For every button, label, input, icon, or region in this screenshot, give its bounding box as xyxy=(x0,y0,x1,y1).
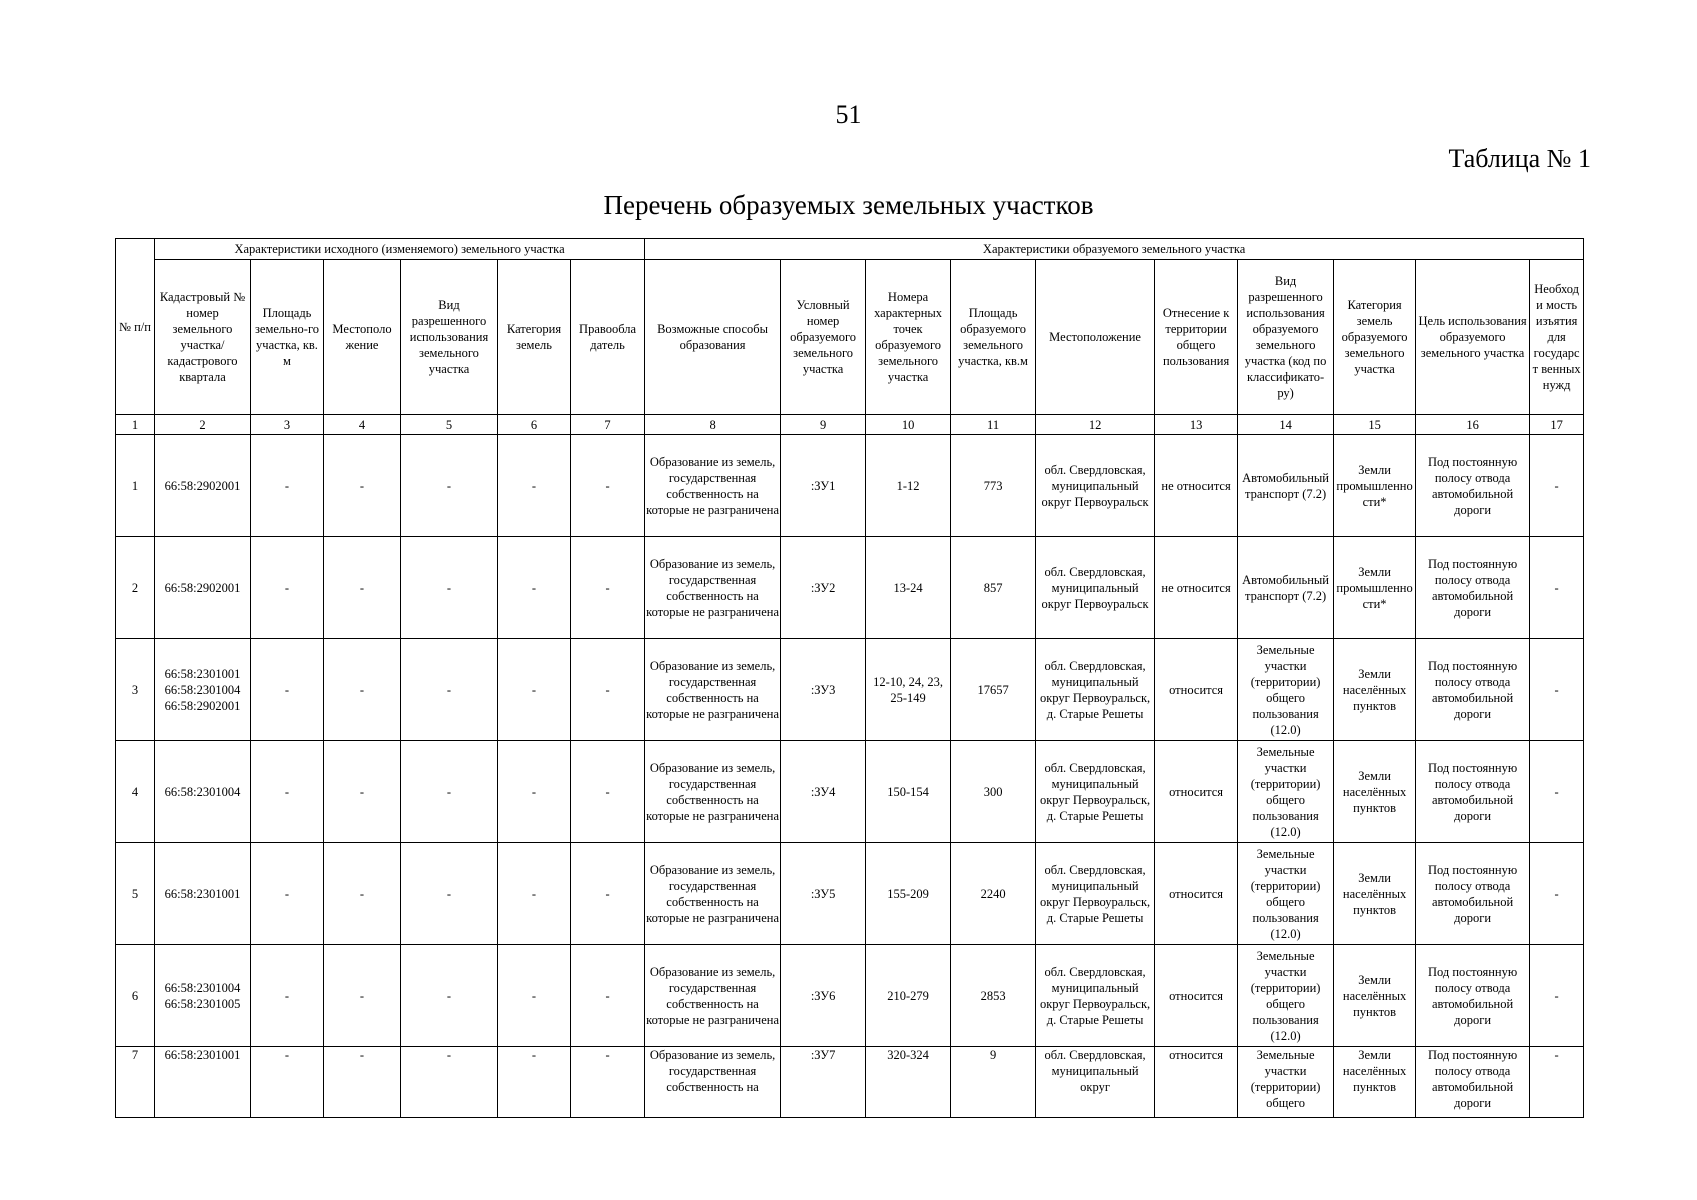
cell-seizure: - xyxy=(1530,1047,1584,1118)
cell-use: Автомобильный транспорт (7.2) xyxy=(1238,537,1334,639)
column-number: 1 xyxy=(116,415,155,435)
cell-cond-number: :ЗУ4 xyxy=(781,741,866,843)
cell-cadastral: 66:58:2301001 xyxy=(155,843,251,945)
column-number: 17 xyxy=(1530,415,1584,435)
cell-common-use: не относится xyxy=(1155,537,1238,639)
cell-cadastral: 66:58:2902001 xyxy=(155,537,251,639)
cell-location: обл. Свердловская, муниципальный округ Первоуральск, д. Старые Решеты xyxy=(1036,945,1155,1047)
cell-cond-number: :ЗУ5 xyxy=(781,843,866,945)
cell-location-src: - xyxy=(324,639,401,741)
cell-seizure: - xyxy=(1530,537,1584,639)
column-header: Номера характерных точек образуемого земельного участка xyxy=(866,260,951,415)
column-number: 12 xyxy=(1036,415,1155,435)
column-number: 2 xyxy=(155,415,251,435)
cell-points: 320-324 xyxy=(866,1047,951,1118)
cell-category: Земли промышленности* xyxy=(1334,537,1416,639)
cell-cond-number: :ЗУ3 xyxy=(781,639,866,741)
cell-category-src: - xyxy=(498,1047,571,1118)
cell-common-use: относится xyxy=(1155,639,1238,741)
column-number: 5 xyxy=(401,415,498,435)
column-number: 4 xyxy=(324,415,401,435)
column-header: Вид разрешенного использования образуемого земельного участка (код по классификато-ру) xyxy=(1238,260,1334,415)
cell-cond-number: :ЗУ1 xyxy=(781,435,866,537)
cell-location-src: - xyxy=(324,945,401,1047)
cell-use: Земельные участки (территории) общего пользования (12.0) xyxy=(1238,945,1334,1047)
column-header: Отнесение к территории общего пользования xyxy=(1155,260,1238,415)
cell-cond-number: :ЗУ6 xyxy=(781,945,866,1047)
cell-location-src: - xyxy=(324,537,401,639)
cell-seizure: - xyxy=(1530,435,1584,537)
cell-method: Образование из земель, государственная собственность на xyxy=(645,1047,781,1118)
cell-category-src: - xyxy=(498,843,571,945)
cell-area-src: - xyxy=(251,945,324,1047)
cell-cadastral: 66:58:2301001 xyxy=(155,1047,251,1118)
cell-n: 2 xyxy=(116,537,155,639)
cell-category-src: - xyxy=(498,435,571,537)
cell-category: Земли населённых пунктов xyxy=(1334,843,1416,945)
cell-location-src: - xyxy=(324,741,401,843)
column-header: Кадастровый № номер земельного участка/ кадастрового квартала xyxy=(155,260,251,415)
cell-method: Образование из земель, государственная собственность на которые не разграничена xyxy=(645,537,781,639)
cell-method: Образование из земель, государственная собственность на которые не разграничена xyxy=(645,435,781,537)
cell-category: Земли населённых пунктов xyxy=(1334,945,1416,1047)
column-number: 15 xyxy=(1334,415,1416,435)
cell-use: Автомобильный транспорт (7.2) xyxy=(1238,435,1334,537)
cell-holder: - xyxy=(571,435,645,537)
table-row xyxy=(116,537,1584,639)
cell-method: Образование из земель, государственная собственность на которые не разграничена xyxy=(645,741,781,843)
cell-location-src: - xyxy=(324,435,401,537)
table-row xyxy=(116,1047,1584,1118)
cell-points: 210-279 xyxy=(866,945,951,1047)
cell-holder: - xyxy=(571,945,645,1047)
cell-n: 3 xyxy=(116,639,155,741)
cell-cadastral: 66:58:2301004 xyxy=(155,741,251,843)
cell-points: 1-12 xyxy=(866,435,951,537)
cell-points: 13-24 xyxy=(866,537,951,639)
land-plots-table xyxy=(115,238,1584,1118)
cell-use-src: - xyxy=(401,741,498,843)
cell-n: 1 xyxy=(116,435,155,537)
table-row xyxy=(116,945,1584,1047)
cell-seizure: - xyxy=(1530,639,1584,741)
cell-cadastral: 66:58:2301001 66:58:2301004 66:58:2902001 xyxy=(155,639,251,741)
cell-location-src: - xyxy=(324,843,401,945)
cell-common-use: не относится xyxy=(1155,435,1238,537)
cell-common-use: относится xyxy=(1155,945,1238,1047)
cell-use: Земельные участки (территории) общего пользования (12.0) xyxy=(1238,639,1334,741)
cell-use-src: - xyxy=(401,639,498,741)
cell-holder: - xyxy=(571,741,645,843)
cell-area: 2240 xyxy=(951,843,1036,945)
cell-category: Земли населённых пунктов xyxy=(1334,741,1416,843)
cell-area-src: - xyxy=(251,537,324,639)
cell-purpose: Под постоянную полосу отвода автомобильной дороги xyxy=(1416,537,1530,639)
cell-category-src: - xyxy=(498,945,571,1047)
cell-use-src: - xyxy=(401,435,498,537)
header-index: № п/п xyxy=(116,239,155,415)
cell-location: обл. Свердловская, муниципальный округ Первоуральск xyxy=(1036,435,1155,537)
table-row xyxy=(116,639,1584,741)
cell-cond-number: :ЗУ7 xyxy=(781,1047,866,1118)
column-header: Категория земель образуемого земельного участка xyxy=(1334,260,1416,415)
cell-use-src: - xyxy=(401,843,498,945)
cell-use: Земельные участки (территории) общего xyxy=(1238,1047,1334,1118)
column-number: 9 xyxy=(781,415,866,435)
column-number: 13 xyxy=(1155,415,1238,435)
cell-holder: - xyxy=(571,537,645,639)
cell-area: 773 xyxy=(951,435,1036,537)
group-header-formed: Характеристики образуемого земельного участка xyxy=(645,239,1584,260)
cell-category-src: - xyxy=(498,741,571,843)
column-header: Правообла датель xyxy=(571,260,645,415)
cell-purpose: Под постоянную полосу отвода автомобильной дороги xyxy=(1416,435,1530,537)
cell-seizure: - xyxy=(1530,843,1584,945)
cell-area: 300 xyxy=(951,741,1036,843)
column-number: 10 xyxy=(866,415,951,435)
cell-cadastral: 66:58:2902001 xyxy=(155,435,251,537)
cell-holder: - xyxy=(571,639,645,741)
cell-location: обл. Свердловская, муниципальный округ Первоуральск, д. Старые Решеты xyxy=(1036,741,1155,843)
cell-common-use: относится xyxy=(1155,741,1238,843)
cell-location: обл. Свердловская, муниципальный округ Первоуральск, д. Старые Решеты xyxy=(1036,843,1155,945)
cell-cond-number: :ЗУ2 xyxy=(781,537,866,639)
column-header: Вид разрешенного использования земельного участка xyxy=(401,260,498,415)
cell-points: 12-10, 24, 23, 25-149 xyxy=(866,639,951,741)
cell-area-src: - xyxy=(251,1047,324,1118)
cell-n: 5 xyxy=(116,843,155,945)
cell-purpose: Под постоянную полосу отвода автомобильной дороги xyxy=(1416,741,1530,843)
group-header-source: Характеристики исходного (изменяемого) земельного участка xyxy=(155,239,645,260)
cell-location-src: - xyxy=(324,1047,401,1118)
cell-seizure: - xyxy=(1530,741,1584,843)
column-header: Цель использования образуемого земельного участка xyxy=(1416,260,1530,415)
cell-area: 2853 xyxy=(951,945,1036,1047)
cell-method: Образование из земель, государственная собственность на которые не разграничена xyxy=(645,639,781,741)
column-number: 8 xyxy=(645,415,781,435)
cell-area: 857 xyxy=(951,537,1036,639)
cell-n: 4 xyxy=(116,741,155,843)
page-number: 51 xyxy=(835,100,862,129)
column-header: Категория земель xyxy=(498,260,571,415)
cell-n: 6 xyxy=(116,945,155,1047)
column-header: Площадь образуемого земельного участка, кв.м xyxy=(951,260,1036,415)
cell-purpose: Под постоянную полосу отвода автомобильной дороги xyxy=(1416,843,1530,945)
column-header: Возможные способы образования xyxy=(645,260,781,415)
table-row xyxy=(116,435,1584,537)
cell-use: Земельные участки (территории) общего пользования (12.0) xyxy=(1238,741,1334,843)
column-header: Необходи мость изъятия для государст венных нужд xyxy=(1530,260,1584,415)
cell-purpose: Под постоянную полосу отвода автомобильной дороги xyxy=(1416,945,1530,1047)
column-number: 3 xyxy=(251,415,324,435)
cell-points: 150-154 xyxy=(866,741,951,843)
cell-location: обл. Свердловская, муниципальный округ Первоуральск, д. Старые Решеты xyxy=(1036,639,1155,741)
column-number: 16 xyxy=(1416,415,1530,435)
cell-category-src: - xyxy=(498,639,571,741)
column-number: 11 xyxy=(951,415,1036,435)
column-header: Условный номер образуемого земельного участка xyxy=(781,260,866,415)
column-number: 6 xyxy=(498,415,571,435)
cell-use-src: - xyxy=(401,945,498,1047)
table-row xyxy=(116,843,1584,945)
cell-use-src: - xyxy=(401,1047,498,1118)
cell-method: Образование из земель, государственная собственность на которые не разграничена xyxy=(645,945,781,1047)
cell-location: обл. Свердловская, муниципальный округ xyxy=(1036,1047,1155,1118)
cell-area-src: - xyxy=(251,639,324,741)
column-header: Площадь земельно-го участка, кв. м xyxy=(251,260,324,415)
cell-n: 7 xyxy=(116,1047,155,1118)
cell-category: Земли населённых пунктов xyxy=(1334,639,1416,741)
column-number: 14 xyxy=(1238,415,1334,435)
cell-seizure: - xyxy=(1530,945,1584,1047)
cell-purpose: Под постоянную полосу отвода автомобильной дороги xyxy=(1416,1047,1530,1118)
cell-common-use: относится xyxy=(1155,1047,1238,1118)
cell-purpose: Под постоянную полосу отвода автомобильной дороги xyxy=(1416,639,1530,741)
cell-holder: - xyxy=(571,843,645,945)
cell-cadastral: 66:58:2301004 66:58:2301005 xyxy=(155,945,251,1047)
cell-points: 155-209 xyxy=(866,843,951,945)
page-title: Перечень образуемых земельных участков xyxy=(603,190,1094,220)
cell-area: 17657 xyxy=(951,639,1036,741)
cell-method: Образование из земель, государственная собственность на которые не разграничена xyxy=(645,843,781,945)
cell-area-src: - xyxy=(251,741,324,843)
column-number: 7 xyxy=(571,415,645,435)
cell-holder: - xyxy=(571,1047,645,1118)
cell-common-use: относится xyxy=(1155,843,1238,945)
cell-location: обл. Свердловская, муниципальный округ Первоуральск xyxy=(1036,537,1155,639)
cell-category-src: - xyxy=(498,537,571,639)
cell-category: Земли населённых пунктов xyxy=(1334,1047,1416,1118)
cell-category: Земли промышленности* xyxy=(1334,435,1416,537)
cell-area-src: - xyxy=(251,843,324,945)
column-number-row xyxy=(116,415,1584,435)
cell-use: Земельные участки (территории) общего пользования (12.0) xyxy=(1238,843,1334,945)
column-header: Местополо жение xyxy=(324,260,401,415)
table-body xyxy=(116,435,1584,1118)
cell-area-src: - xyxy=(251,435,324,537)
column-header: Местоположение xyxy=(1036,260,1155,415)
cell-area: 9 xyxy=(951,1047,1036,1118)
cell-use-src: - xyxy=(401,537,498,639)
table-caption: Таблица № 1 xyxy=(1448,144,1591,173)
table-row xyxy=(116,741,1584,843)
